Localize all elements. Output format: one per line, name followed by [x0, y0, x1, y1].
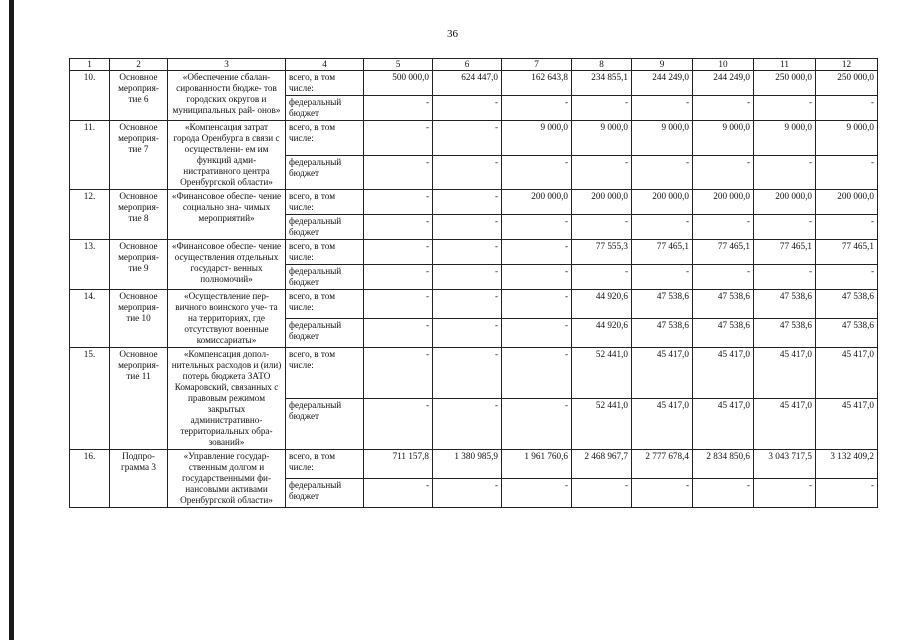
table-row [70, 290, 878, 319]
federal-label: федеральный бюджет [286, 399, 364, 450]
federal-value: - [816, 265, 878, 290]
row-type: Основное мероприя- тие 7 [110, 121, 168, 190]
federal-value: - [693, 96, 754, 121]
total-value: 45 417,0 [632, 348, 693, 399]
row-name: «Финансовое обеспе- чение осуществления отдельных государст- венных полномочий» [168, 240, 286, 290]
column-header: 3 [168, 59, 286, 71]
total-value: 45 417,0 [816, 348, 878, 399]
column-header: 4 [286, 59, 364, 71]
column-header: 1 [70, 59, 110, 71]
federal-value: - [754, 479, 816, 508]
federal-value: - [502, 479, 572, 508]
row-number: 14. [70, 290, 110, 348]
federal-label: федеральный бюджет [286, 215, 364, 240]
row-name: «Компенсация допол- нительных расходов и (или) потерь бюджета ЗАТО Комаровский, связанных с правовым режимом закрытых административно- территориальных обра- зований» [168, 348, 286, 450]
federal-value: - [502, 399, 572, 450]
federal-value: - [433, 399, 502, 450]
total-value: - [364, 190, 433, 215]
column-header: 8 [572, 59, 632, 71]
row-name: «Осуществление пер- вичного воинского уче- та на территориях, где отсутствуют военные комиссариаты» [168, 290, 286, 348]
federal-value: 45 417,0 [693, 399, 754, 450]
federal-value: - [502, 155, 572, 190]
total-label: всего, в том числе: [286, 290, 364, 319]
total-value: 2 834 850,6 [693, 450, 754, 479]
federal-value: 45 417,0 [816, 399, 878, 450]
total-label: всего, в том числе: [286, 121, 364, 156]
row-name: «Финансовое обеспе- чение социально зна- чимых мероприятий» [168, 190, 286, 240]
federal-value: - [364, 319, 433, 348]
total-value: - [433, 348, 502, 399]
federal-value: - [572, 479, 632, 508]
table-row [70, 240, 878, 265]
total-value: 500 000,0 [364, 71, 433, 96]
total-value: 2 468 967,7 [572, 450, 632, 479]
federal-value: - [502, 319, 572, 348]
federal-value: - [572, 155, 632, 190]
federal-value: 47 538,6 [693, 319, 754, 348]
table-row [70, 121, 878, 156]
row-number: 16. [70, 450, 110, 508]
federal-value: - [364, 265, 433, 290]
column-header: 5 [364, 59, 433, 71]
federal-value: - [433, 319, 502, 348]
total-label: всего, в том числе: [286, 71, 364, 96]
total-value: - [433, 240, 502, 265]
total-value: 234 855,1 [572, 71, 632, 96]
federal-label: федеральный бюджет [286, 479, 364, 508]
total-value: 200 000,0 [816, 190, 878, 215]
header-row [70, 59, 878, 71]
total-value: 77 465,1 [816, 240, 878, 265]
total-value: 9 000,0 [693, 121, 754, 156]
federal-value: - [502, 96, 572, 121]
federal-value: - [572, 265, 632, 290]
table-row [70, 450, 878, 479]
federal-value: - [693, 265, 754, 290]
federal-value: - [433, 479, 502, 508]
column-header: 10 [693, 59, 754, 71]
column-header: 12 [816, 59, 878, 71]
federal-value: - [754, 155, 816, 190]
federal-value: - [632, 479, 693, 508]
total-value: 3 043 717,5 [754, 450, 816, 479]
total-value: - [364, 290, 433, 319]
total-value: 200 000,0 [572, 190, 632, 215]
total-value: 200 000,0 [754, 190, 816, 215]
row-name: «Обеспечение сбалан- сированности бюдже- тов городских округов и муниципальных рай- онов» [168, 71, 286, 121]
total-value: 250 000,0 [816, 71, 878, 96]
federal-value: 47 538,6 [754, 319, 816, 348]
column-header: 11 [754, 59, 816, 71]
row-number: 10. [70, 71, 110, 121]
federal-value: - [693, 479, 754, 508]
federal-value: 44 920,6 [572, 319, 632, 348]
federal-value: - [502, 215, 572, 240]
row-name: «Управление государ- ственным долгом и государственными фи- нансовыми активами Оренбургской области» [168, 450, 286, 508]
federal-value: 45 417,0 [754, 399, 816, 450]
total-value: - [502, 348, 572, 399]
total-value: 624 447,0 [433, 71, 502, 96]
federal-label: федеральный бюджет [286, 96, 364, 121]
federal-value: - [816, 155, 878, 190]
federal-value: - [364, 215, 433, 240]
table-row [70, 71, 878, 96]
total-value: 1 961 760,6 [502, 450, 572, 479]
total-value: 9 000,0 [572, 121, 632, 156]
total-value: 47 538,6 [754, 290, 816, 319]
total-value: - [433, 121, 502, 156]
total-value: 244 249,0 [632, 71, 693, 96]
total-value: 9 000,0 [502, 121, 572, 156]
total-value: 711 157,8 [364, 450, 433, 479]
total-value: 45 417,0 [754, 348, 816, 399]
total-value: 1 380 985,9 [433, 450, 502, 479]
total-value: 9 000,0 [632, 121, 693, 156]
total-value: 77 465,1 [632, 240, 693, 265]
total-value: 9 000,0 [754, 121, 816, 156]
table-row [70, 190, 878, 215]
federal-value: - [693, 215, 754, 240]
row-type: Основное мероприя- тие 10 [110, 290, 168, 348]
federal-value: - [816, 215, 878, 240]
total-value: 77 465,1 [693, 240, 754, 265]
federal-value: - [502, 265, 572, 290]
federal-value: - [364, 399, 433, 450]
page-edge-bar [9, 0, 14, 640]
total-value: - [364, 348, 433, 399]
total-value: 77 465,1 [754, 240, 816, 265]
row-type: Основное мероприя- тие 6 [110, 71, 168, 121]
federal-value: 47 538,6 [632, 319, 693, 348]
column-header: 6 [433, 59, 502, 71]
page-number: 36 [447, 28, 458, 40]
total-value: 2 777 678,4 [632, 450, 693, 479]
total-label: всего, в том числе: [286, 348, 364, 399]
budget-table [69, 58, 878, 508]
federal-value: - [632, 265, 693, 290]
federal-value: - [572, 96, 632, 121]
federal-value: - [572, 215, 632, 240]
total-value: 45 417,0 [693, 348, 754, 399]
column-header: 7 [502, 59, 572, 71]
row-type: Основное мероприя- тие 8 [110, 190, 168, 240]
federal-value: 47 538,6 [816, 319, 878, 348]
federal-label: федеральный бюджет [286, 319, 364, 348]
federal-value: - [433, 265, 502, 290]
column-header: 2 [110, 59, 168, 71]
row-number: 12. [70, 190, 110, 240]
table-row [70, 348, 878, 399]
federal-value: - [632, 96, 693, 121]
federal-value: - [433, 155, 502, 190]
total-value: - [364, 240, 433, 265]
federal-value: - [816, 96, 878, 121]
total-value: 162 643,8 [502, 71, 572, 96]
row-type: Подпро- грамма 3 [110, 450, 168, 508]
row-number: 11. [70, 121, 110, 190]
federal-value: - [632, 215, 693, 240]
total-value: 47 538,6 [816, 290, 878, 319]
total-value: - [433, 190, 502, 215]
total-value: 3 132 409,2 [816, 450, 878, 479]
total-value: 200 000,0 [693, 190, 754, 215]
federal-value: - [433, 215, 502, 240]
federal-value: - [433, 96, 502, 121]
federal-value: - [632, 155, 693, 190]
federal-label: федеральный бюджет [286, 155, 364, 190]
total-value: 47 538,6 [693, 290, 754, 319]
federal-value: - [364, 479, 433, 508]
federal-value: - [364, 96, 433, 121]
total-value: - [502, 290, 572, 319]
total-value: - [364, 121, 433, 156]
total-value: 244 249,0 [693, 71, 754, 96]
total-value: 250 000,0 [754, 71, 816, 96]
total-label: всего, в том числе: [286, 240, 364, 265]
federal-value: - [754, 96, 816, 121]
row-name: «Компенсация затрат города Оренбурга в связи с осуществлени- ем им функций адми- нистративного центра Оренбургской области» [168, 121, 286, 190]
total-value: 200 000,0 [502, 190, 572, 215]
total-value: 77 555,3 [572, 240, 632, 265]
federal-value: - [754, 215, 816, 240]
federal-value: - [364, 155, 433, 190]
federal-value: 45 417,0 [632, 399, 693, 450]
total-label: всего, в том числе: [286, 190, 364, 215]
federal-value: - [693, 155, 754, 190]
total-value: 200 000,0 [632, 190, 693, 215]
row-type: Основное мероприя- тие 11 [110, 348, 168, 450]
column-header: 9 [632, 59, 693, 71]
total-value: - [433, 290, 502, 319]
federal-value: - [754, 265, 816, 290]
total-label: всего, в том числе: [286, 450, 364, 479]
total-value: 9 000,0 [816, 121, 878, 156]
row-number: 13. [70, 240, 110, 290]
total-value: 44 920,6 [572, 290, 632, 319]
federal-value: 52 441,0 [572, 399, 632, 450]
total-value: - [502, 240, 572, 265]
row-type: Основное мероприя- тие 9 [110, 240, 168, 290]
total-value: 52 441,0 [572, 348, 632, 399]
total-value: 47 538,6 [632, 290, 693, 319]
federal-value: - [816, 479, 878, 508]
row-number: 15. [70, 348, 110, 450]
federal-label: федеральный бюджет [286, 265, 364, 290]
